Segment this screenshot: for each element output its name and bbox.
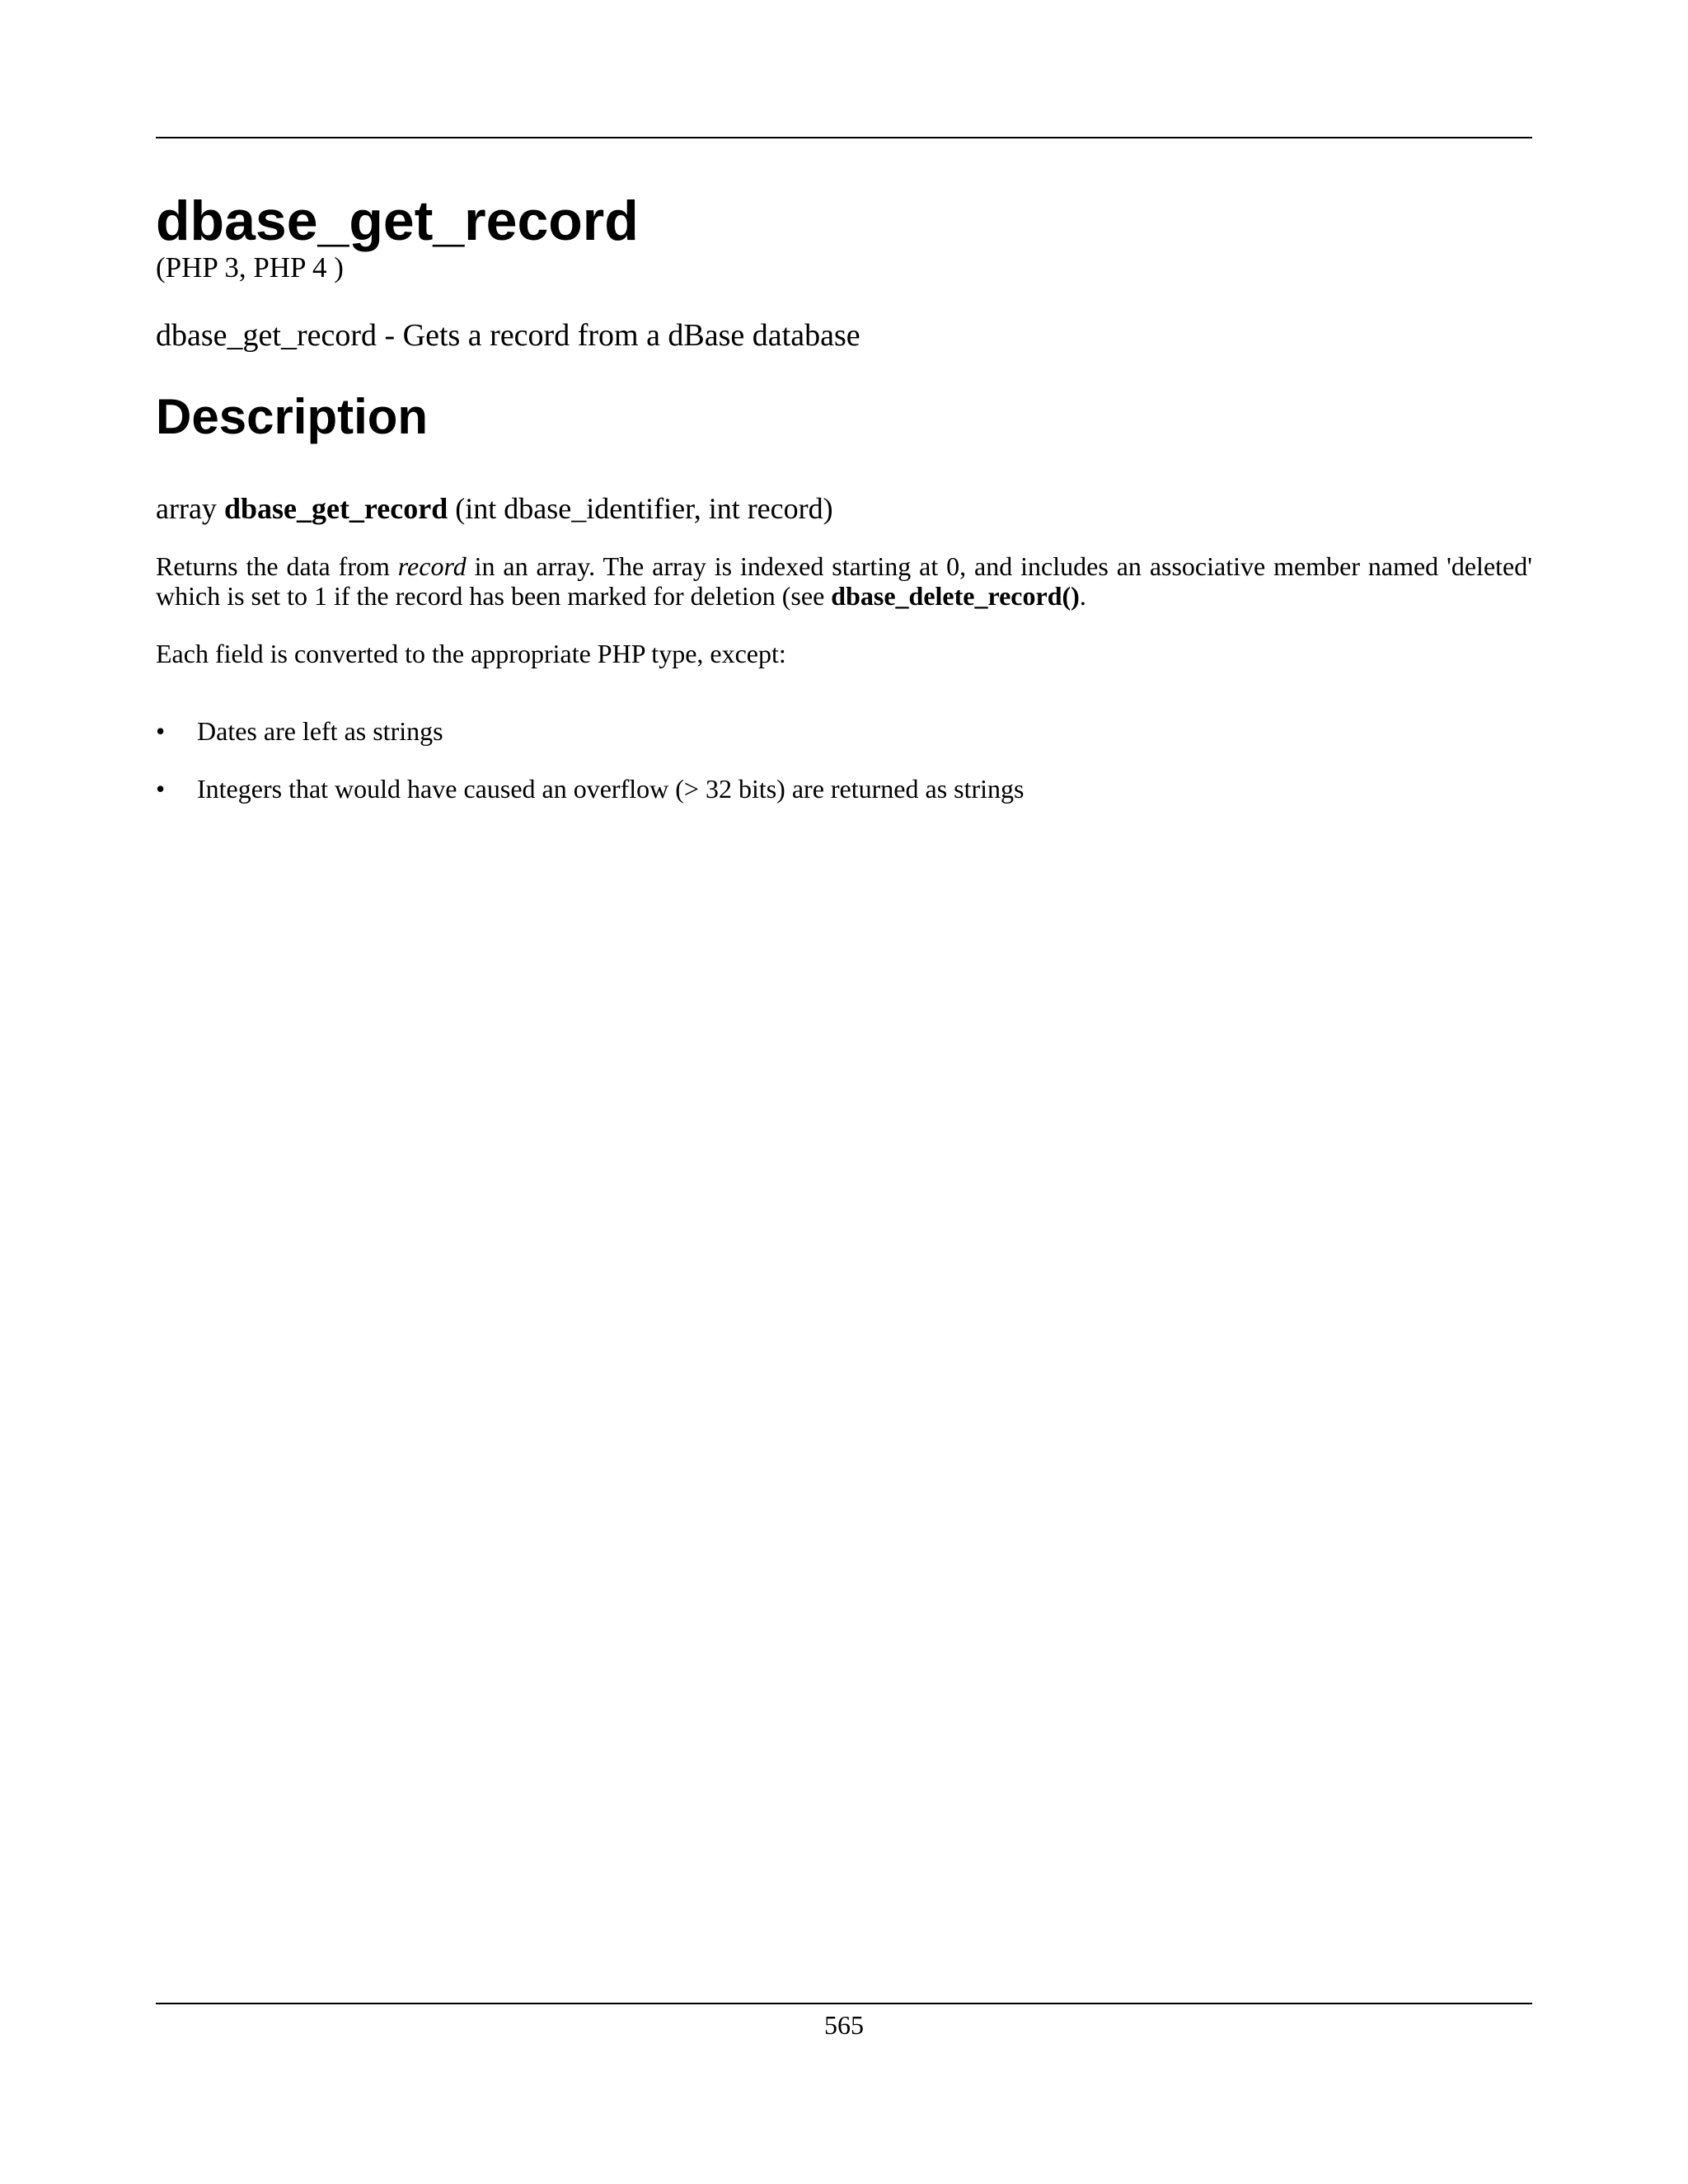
function-purpose: dbase_get_record - Gets a record from a dBase database (156, 317, 860, 353)
return-text-3: . (1079, 581, 1086, 612)
list-item-text: Integers that would have caused an overflow (> 32 bits) are returned as strings (197, 774, 1025, 804)
function-synopsis (156, 491, 1532, 527)
php-versions: (PHP 3, PHP 4 ) (156, 251, 344, 284)
list-item (156, 716, 1532, 746)
page-number: 565 (824, 2010, 864, 2040)
function-title: dbase_get_record (156, 190, 639, 252)
param-record: record (397, 551, 467, 582)
list-item (156, 774, 1532, 804)
link-dbase-delete-record[interactable]: dbase_delete_record() (831, 581, 1080, 612)
return-text-1: Returns the data from (156, 551, 398, 582)
footer-rule (156, 2003, 1532, 2004)
return-type: array (156, 492, 217, 526)
conversion-note: Each field is converted to the appropriate PHP type, except: (156, 639, 786, 669)
bullet-icon: • (156, 716, 166, 747)
synopsis-function-name: dbase_get_record (223, 492, 448, 526)
synopsis-params: (int dbase_identifier, int record) (455, 492, 833, 526)
page-content (156, 181, 1532, 832)
return-text-2: in an array. The array is indexed starting at 0, and includes an associative member named 'deleted' which is set to 1 if the record has been marked for deletion (see (156, 551, 1533, 612)
exceptions-list (156, 716, 1532, 804)
section-title-description: Description (156, 389, 429, 445)
bullet-icon: • (156, 774, 166, 804)
return-description (156, 551, 1532, 611)
header-rule (156, 137, 1532, 138)
list-item-text: Dates are left as strings (197, 716, 443, 747)
